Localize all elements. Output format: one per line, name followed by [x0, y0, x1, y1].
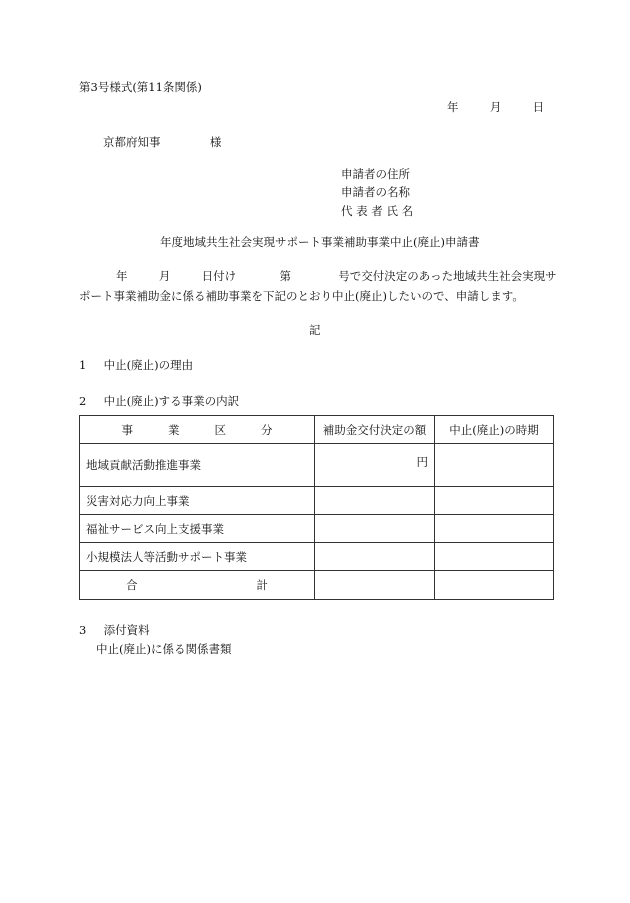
body-year: 年 [116, 269, 128, 283]
body-line-2: ポート事業補助金に係る補助事業を下記のとおり中止(廃止)したいので、申請します。 [79, 289, 524, 303]
total-row [80, 571, 554, 600]
breakdown-table [79, 415, 554, 600]
header-category-char: 分 [261, 422, 273, 437]
form-number: 第3号様式(第11条関係) [79, 80, 202, 94]
date-month: 月 [489, 100, 502, 114]
table-row [80, 543, 554, 571]
body-dai: 第 [279, 269, 291, 283]
total-amount-cell[interactable] [315, 571, 435, 600]
header-timing: 中止(廃止)の時期 [435, 416, 554, 444]
header-category-char: 業 [168, 422, 180, 437]
applicant-representative-label: 代 表 者 氏 名 [341, 204, 414, 218]
section-2 [79, 394, 239, 408]
section-1 [79, 358, 193, 372]
row-label: 地域貢献活動推進事業 [80, 444, 315, 487]
date-day: 日 [532, 100, 545, 114]
timing-cell[interactable] [435, 515, 554, 543]
section-3-content: 中止(廃止)に係る関係書類 [96, 642, 232, 656]
header-category-char: 区 [214, 422, 226, 437]
applicant-name-label: 申請者の名称 [341, 185, 410, 199]
amount-cell[interactable] [315, 543, 435, 571]
body-line1-rest: 号で交付決定のあった地域共生社会実現サ [338, 269, 557, 283]
total-timing-cell[interactable] [435, 571, 554, 600]
body-month: 月 [158, 269, 171, 283]
row-label: 福祉サービス向上支援事業 [80, 515, 315, 543]
table-header-row [80, 416, 554, 444]
section-2-label: 中止(廃止)する事業の内訳 [103, 394, 240, 408]
row-label: 災害対応力向上事業 [80, 487, 315, 515]
ki-heading: 記 [309, 323, 321, 337]
section-1-label: 中止(廃止)の理由 [103, 358, 194, 372]
timing-cell[interactable] [435, 444, 554, 487]
document-title: 年度地域共生社会実現サポート事業補助事業中止(廃止)申請書 [160, 235, 480, 249]
header-amount: 補助金交付決定の額 [315, 416, 435, 444]
table-row [80, 444, 554, 487]
section-2-number: 2 [79, 394, 87, 408]
body-day: 日付け [201, 269, 237, 283]
total-label [80, 571, 315, 600]
amount-cell[interactable] [315, 487, 435, 515]
total-left: 合 [126, 578, 138, 592]
section-3-label: 添付資料 [103, 623, 150, 637]
timing-cell[interactable] [435, 543, 554, 571]
header-category-char: 事 [121, 422, 133, 437]
table-row [80, 515, 554, 543]
section-3-number: 3 [79, 623, 87, 637]
date-year: 年 [447, 100, 459, 114]
amount-cell[interactable] [315, 515, 435, 543]
table-row [80, 487, 554, 515]
date-line [447, 100, 544, 114]
timing-cell[interactable] [435, 487, 554, 515]
total-right: 計 [256, 578, 268, 592]
addressee-honorific: 様 [209, 135, 222, 149]
header-category [80, 416, 315, 444]
section-3 [79, 623, 150, 637]
amount-cell[interactable] [315, 444, 435, 487]
body-line-1 [116, 269, 557, 283]
addressee [103, 135, 221, 149]
section-1-number: 1 [79, 358, 87, 372]
applicant-address-label: 申請者の住所 [341, 167, 410, 181]
yen-unit: 円 [416, 455, 428, 469]
row-label: 小規模法人等活動サポート事業 [80, 543, 315, 571]
addressee-name: 京都府知事 [103, 135, 161, 149]
